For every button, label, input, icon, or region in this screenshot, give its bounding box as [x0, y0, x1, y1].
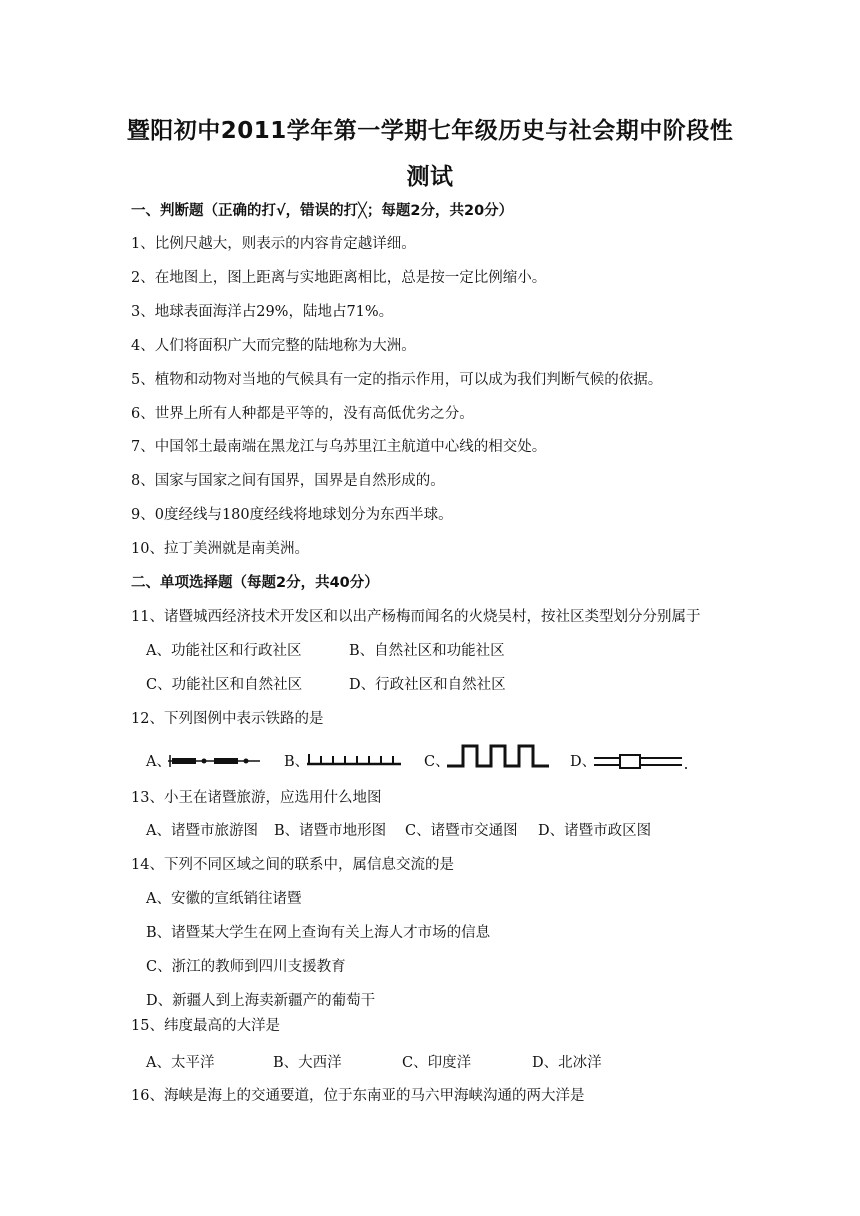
document-title-line1: 暨阳初中2011学年第一学期七年级历史与社会期中阶段性	[126, 118, 734, 144]
q14-option-b: B、诸暨某大学生在网上查询有关上海人才市场的信息	[146, 925, 491, 941]
q12-option-a: A、	[146, 754, 171, 770]
question-12-stem: 12、下列图例中表示铁路的是	[131, 711, 324, 727]
q15-option-c: C、印度洋	[402, 1055, 472, 1071]
q14-option-d: D、新疆人到上海卖新疆产的葡萄干	[146, 993, 376, 1009]
q15-option-a: A、太平洋	[146, 1055, 215, 1071]
question-8: 8、国家与国家之间有国界，国界是自然形成的。	[131, 473, 445, 489]
q11-option-b: B、自然社区和功能社区	[349, 643, 505, 659]
question-1: 1、比例尺越大，则表示的内容肯定越详细。	[131, 236, 416, 252]
q11-option-c: C、功能社区和自然社区	[146, 677, 303, 693]
q13-option-a: A、诸暨市旅游图	[146, 823, 258, 839]
comb-line-legend-symbol	[305, 748, 403, 770]
section2-heading: 二、单项选择题（每题2分，共40分）	[131, 575, 379, 591]
zigzag-wall-legend-symbol	[445, 742, 551, 770]
question-5: 5、植物和动物对当地的气候具有一定的指示作用，可以成为我们判断气候的依据。	[131, 372, 663, 388]
question-14-stem: 14、下列不同区域之间的联系中，属信息交流的是	[131, 857, 454, 873]
q11-option-a: A、功能社区和行政社区	[146, 643, 302, 659]
section1-heading: 一、判断题（正确的打√，错误的打╳；每题2分，共20分）	[131, 203, 514, 219]
question-11-stem: 11、诸暨城西经济技术开发区和以出产杨梅而闻名的火烧吴村，按社区类型划分分别属于	[131, 609, 701, 625]
q14-option-a: A、安徽的宣纸销往诸暨	[146, 891, 302, 907]
q11-option-d: D、行政社区和自然社区	[349, 677, 506, 693]
question-6: 6、世界上所有人种都是平等的，没有高低优劣之分。	[131, 406, 474, 422]
q12-option-c: C、	[424, 754, 450, 770]
q13-option-c: C、诸暨市交通图	[405, 823, 518, 839]
question-10: 10、拉丁美洲就是南美洲。	[131, 541, 309, 557]
question-16-stem: 16、海峡是海上的交通要道，位于东南亚的马六甲海峡沟通的两大洋是	[131, 1088, 585, 1104]
question-15-stem: 15、纬度最高的大洋是	[131, 1018, 280, 1034]
q13-option-b: B、诸暨市地形图	[274, 823, 387, 839]
railway-legend-symbol	[168, 751, 264, 771]
question-7: 7、中国邻土最南端在黑龙江与乌苏里江主航道中心线的相交处。	[131, 439, 547, 455]
bridge-legend-symbol	[592, 751, 690, 773]
q15-option-b: B、大西洋	[273, 1055, 342, 1071]
q15-option-d: D、北冰洋	[532, 1055, 602, 1071]
q12-option-d: D、	[570, 754, 597, 770]
question-3: 3、地球表面海洋占29%，陆地占71%。	[131, 304, 394, 320]
question-4: 4、人们将面积广大而完整的陆地称为大洲。	[131, 338, 416, 354]
document-title-line2: 测试	[406, 164, 454, 190]
q12-option-b: B、	[284, 754, 310, 770]
question-9: 9、0度经线与180度经线将地球划分为东西半球。	[131, 507, 453, 523]
question-13-stem: 13、小王在诸暨旅游，应选用什么地图	[131, 790, 382, 806]
q14-option-c: C、浙江的教师到四川支援教育	[146, 959, 346, 975]
q13-option-d: D、诸暨市政区图	[538, 823, 652, 839]
question-2: 2、在地图上，图上距离与实地距离相比，总是按一定比例缩小。	[131, 270, 547, 286]
